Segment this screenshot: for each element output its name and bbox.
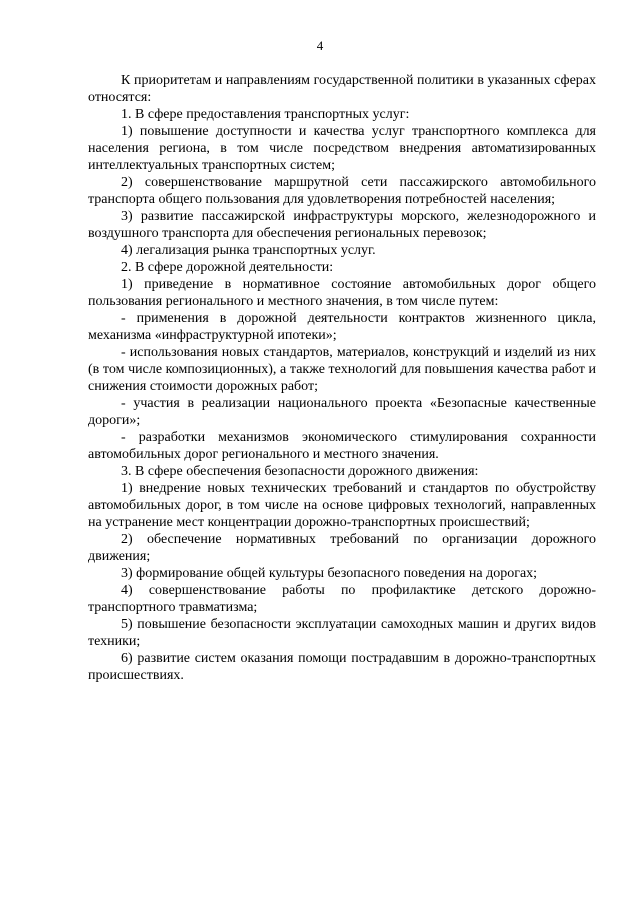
section-heading-road-safety: 3. В сфере обеспечения безопасности дорожного движения:: [121, 464, 479, 479]
list-item: 1) повышение доступности и качества услуг транспортного комплекса для населения региона, в том числе посредством внедрения автоматизированных интеллектуальных транспортных систем;: [88, 124, 596, 173]
list-item: 1) внедрение новых технических требований и стандартов по обустройству автомобильных дорог, в том числе на основе цифровых технологий, направленных на устранение мест концентрации дорожно-транспортных происшествий;: [88, 481, 596, 530]
list-item: 5) повышение безопасности эксплуатации самоходных машин и других видов техники;: [88, 617, 596, 649]
section-heading-transport-services: 1. В сфере предоставления транспортных услуг:: [121, 107, 410, 122]
sub-list-item: - участия в реализации национального проекта «Безопасные качественные дороги»;: [88, 396, 596, 428]
list-item: 2) совершенствование маршрутной сети пассажирского автомобильного транспорта общего пользования для удовлетворения потребностей населения;: [88, 175, 596, 207]
list-item: 4) легализация рынка транспортных услуг.: [121, 243, 376, 258]
page-number: 4: [316, 38, 324, 53]
list-item: 3) развитие пассажирской инфраструктуры морского, железнодорожного и воздушного транспорта для обеспечения региональных перевозок;: [88, 209, 596, 241]
sub-list-item: - использования новых стандартов, материалов, конструкций и изделий из них (в том числе композиционных), а также технологий для повышения качества работ и снижения стоимости дорожных работ;: [88, 345, 596, 394]
list-item: 2) обеспечение нормативных требований по организации дорожного движения;: [88, 532, 596, 564]
intro-paragraph: К приоритетам и направлениям государственной политики в указанных сферах относятся:: [88, 73, 596, 105]
list-item: 4) совершенствование работы по профилактике детского дорожно-транспортного травматизма;: [88, 583, 596, 615]
sub-list-item: - разработки механизмов экономического стимулирования сохранности автомобильных дорог регионального и местного значения.: [88, 430, 596, 462]
list-item: 1) приведение в нормативное состояние автомобильных дорог общего пользования регионального и местного значения, в том числе путем:: [88, 277, 596, 309]
sub-list-item: - применения в дорожной деятельности контрактов жизненного цикла, механизма «инфраструктурной ипотеки»;: [88, 311, 596, 343]
section-heading-road-activity: 2. В сфере дорожной деятельности:: [121, 260, 334, 275]
list-item: 3) формирование общей культуры безопасного поведения на дорогах;: [121, 566, 538, 581]
document-body: [88, 72, 596, 684]
list-item: 6) развитие систем оказания помощи пострадавшим в дорожно-транспортных происшествиях.: [88, 651, 596, 683]
